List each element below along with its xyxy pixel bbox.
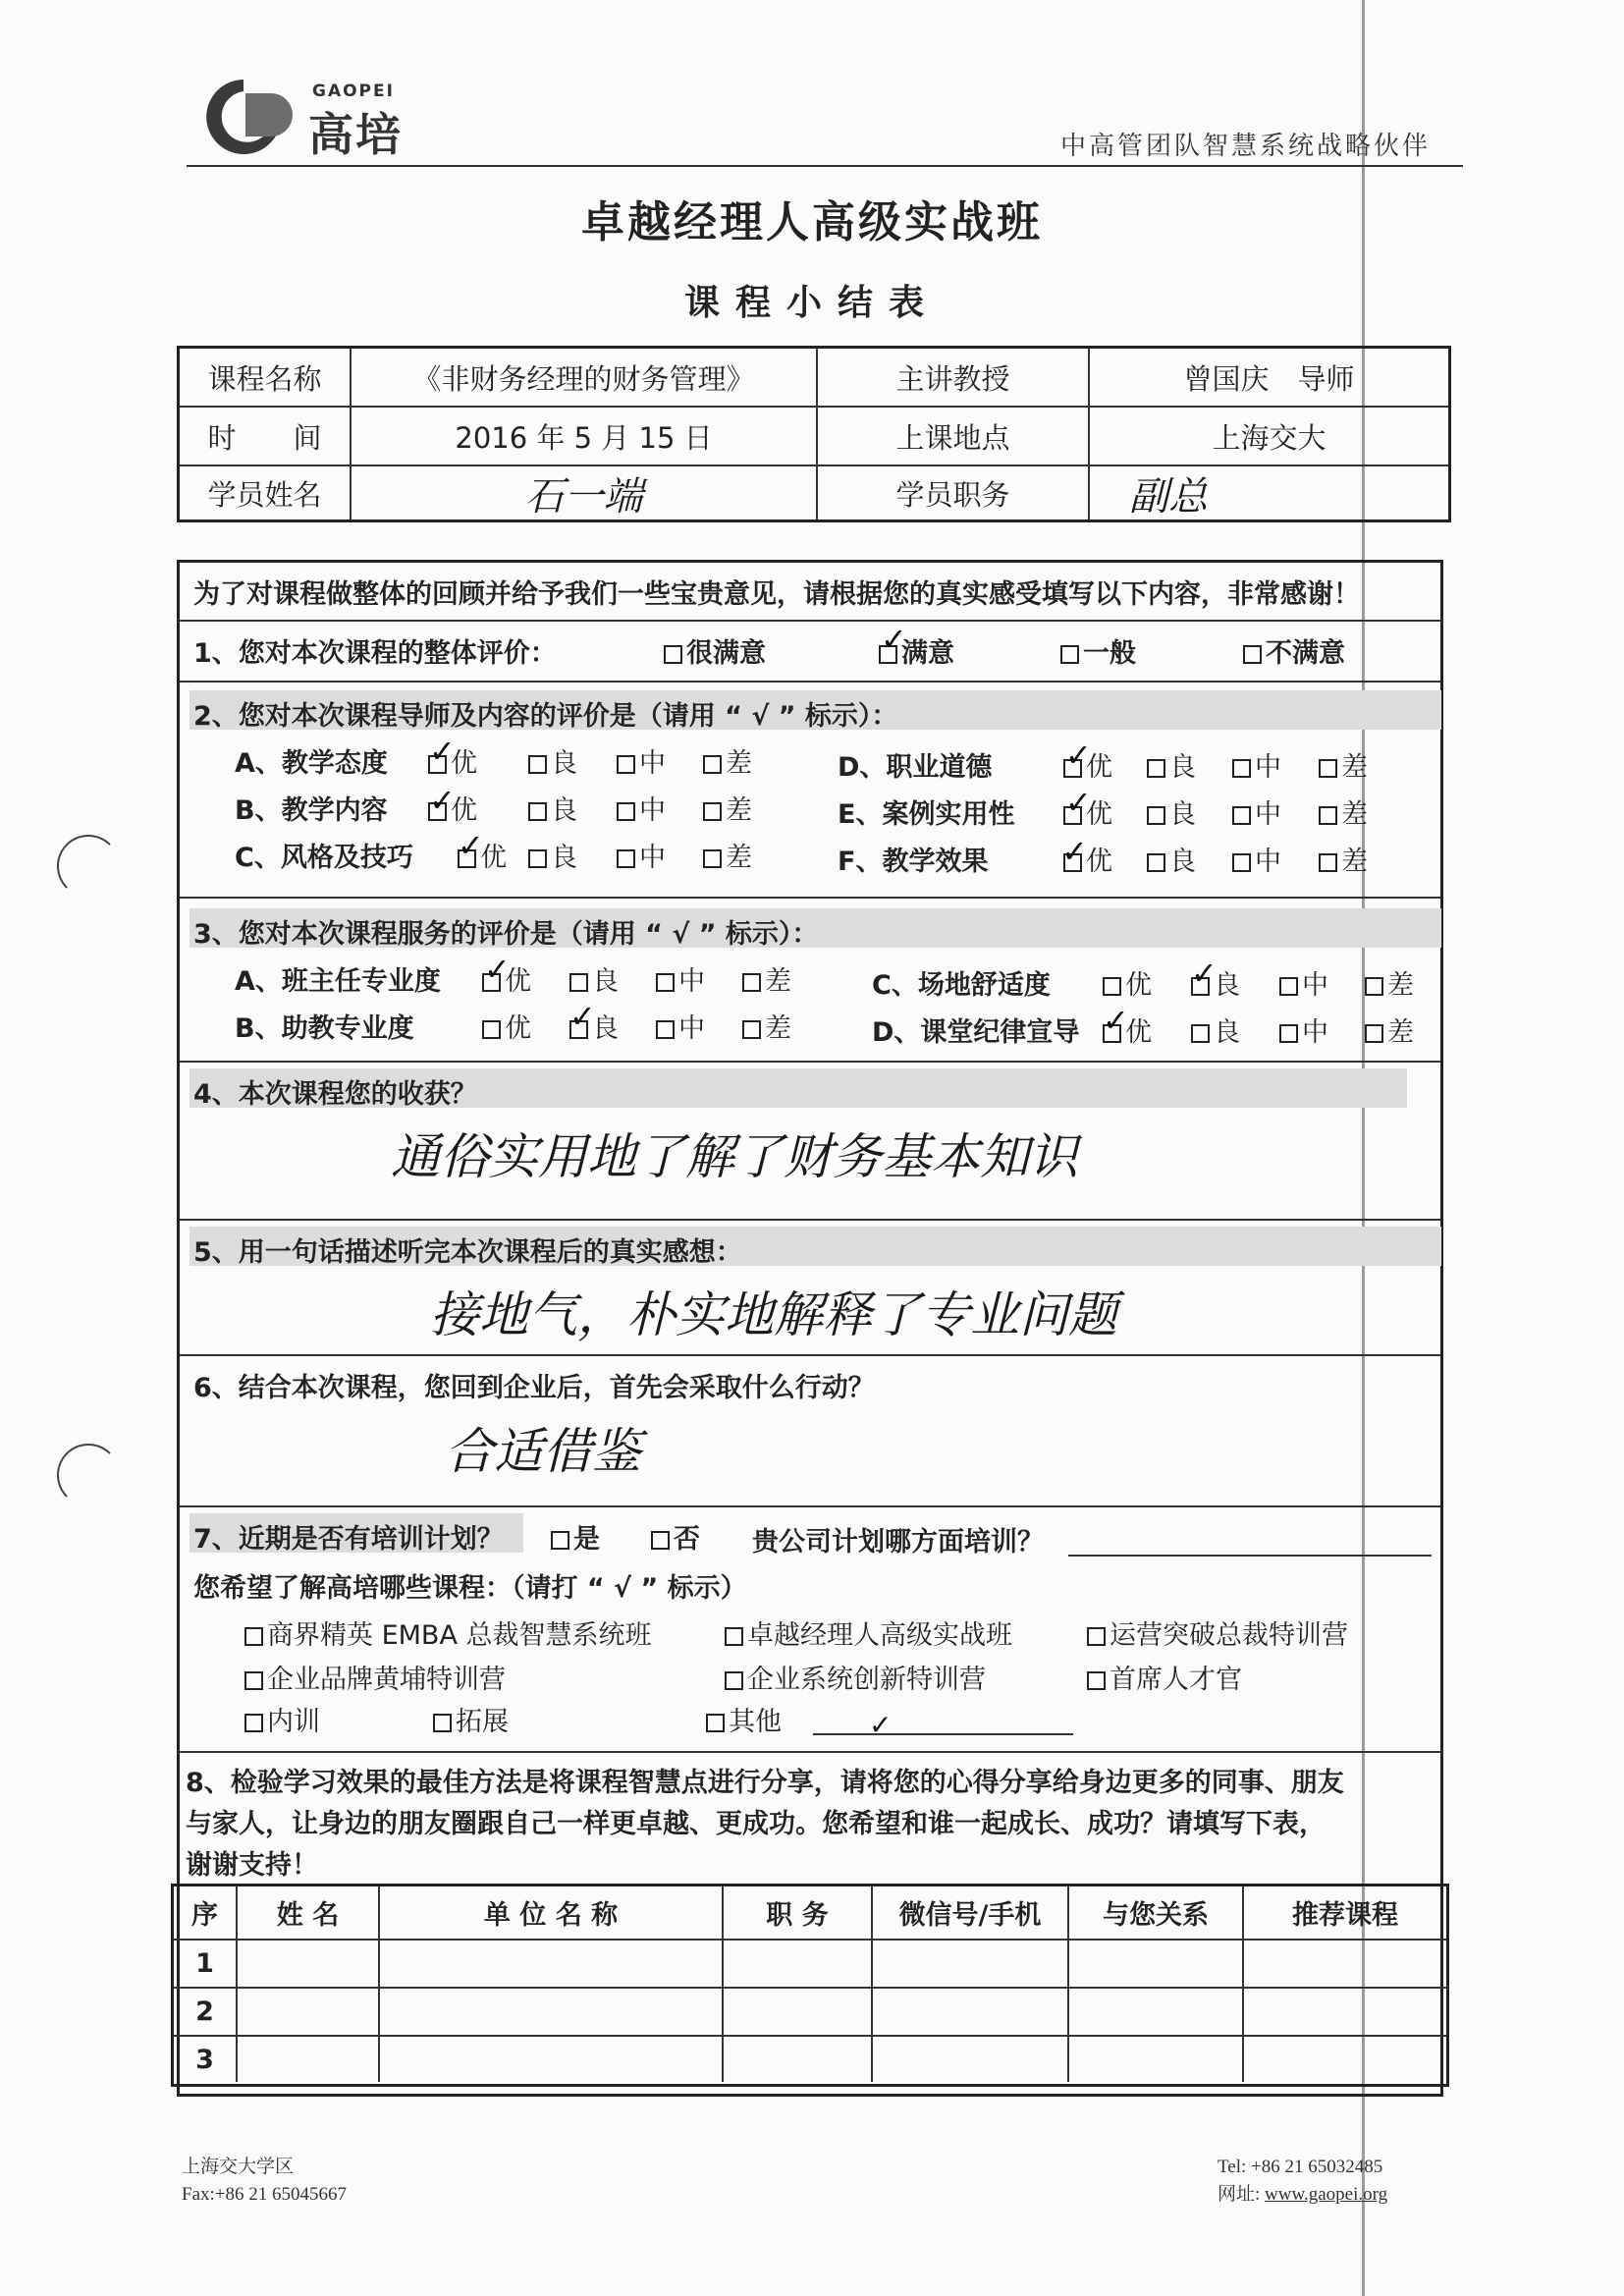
footer-web-label: 网址: — [1218, 2184, 1261, 2205]
checkmark-icon: ✓ — [1065, 784, 1092, 821]
grade-option[interactable]: 优 — [1063, 840, 1112, 878]
q6-label: 6、结合本次课程，您回到企业后，首先会采取什么行动？ — [193, 1373, 875, 1403]
checkmark-icon: ✓ — [484, 951, 511, 988]
col-header-course: 推荐课程 — [1244, 1886, 1446, 1941]
row-index: 1 — [174, 1941, 238, 1989]
grade-option[interactable]: 良 — [1191, 963, 1240, 1002]
q7-plan-input-line[interactable] — [1068, 1555, 1432, 1557]
feedback-form — [177, 560, 1443, 2097]
footer-campus: 上海交大学区 — [182, 2157, 295, 2177]
table-cell[interactable] — [724, 1941, 873, 1989]
position-field[interactable] — [1090, 466, 1448, 519]
grade-option[interactable]: 优 — [482, 959, 531, 998]
grade-option[interactable]: 良 — [569, 959, 619, 998]
grade-option[interactable]: 中 — [656, 1007, 705, 1045]
grade-option[interactable]: 差 — [1319, 793, 1368, 831]
intro-text: 为了对课程做整体的回顾并给予我们一些宝贵意见，请根据您的真实感受填写以下内容，非常感谢！ — [193, 579, 1360, 610]
course-option-emba[interactable]: 商界精英 EMBA 总裁智慧系统班 — [244, 1613, 652, 1652]
q2-item-b-label: B、教学内容 — [235, 795, 388, 826]
q3-item-a-label: A、班主任专业度 — [235, 966, 441, 997]
table-cell[interactable] — [380, 1941, 724, 1989]
q7-courses-label: 您希望了解高培哪些课程：（请打 “ √ ” 标示） — [193, 1573, 747, 1604]
q2-item-d-label: D、职业道德 — [838, 752, 993, 783]
checkmark-icon: ✓ — [429, 782, 456, 819]
course-option-other[interactable]: 其他 — [706, 1700, 782, 1738]
grade-option[interactable]: 优 — [428, 789, 477, 827]
grade-option[interactable]: 中 — [1279, 1011, 1328, 1049]
grade-option[interactable]: 良 — [528, 836, 577, 874]
q2-item-a-label: A、教学态度 — [235, 748, 388, 779]
grade-option[interactable]: 中 — [1232, 793, 1281, 831]
footer-left — [182, 2154, 347, 2209]
col-header-name: 姓 名 — [238, 1886, 380, 1941]
footer-right — [1218, 2154, 1387, 2209]
table-cell[interactable] — [380, 1989, 724, 2037]
footer-website-link[interactable]: www.gaopei.org — [1265, 2184, 1388, 2205]
table-cell[interactable] — [1069, 2037, 1244, 2082]
table-cell[interactable] — [1244, 1941, 1446, 1989]
q8-text-line2: 与家人，让身边的朋友圈跟自己一样更卓越、更成功。您希望和谁一起成长、成功？请填写下表， — [186, 1809, 1326, 1839]
position-handwriting: 副总 — [1129, 473, 1208, 519]
student-name-label: 学员姓名 — [180, 466, 352, 519]
checkmark-icon: ✓ — [458, 827, 484, 864]
q2-label: 2、您对本次课程导师及内容的评价是（请用 “ √ ” 标示）： — [193, 701, 898, 732]
table-cell[interactable] — [238, 2037, 380, 2082]
checkmark-icon: ✓ — [881, 621, 907, 658]
referral-table — [171, 1884, 1449, 2087]
course-option-operations[interactable]: 运营突破总裁特训营 — [1087, 1613, 1348, 1652]
page-subtitle: 课程小结表 — [683, 283, 940, 323]
header-divider — [187, 165, 1463, 167]
q3-label: 3、您对本次课程服务的评价是（请用 “ √ ” 标示）： — [193, 919, 819, 950]
checkbox[interactable] — [664, 645, 682, 664]
table-cell[interactable] — [873, 1989, 1069, 2037]
course-option-brand[interactable]: 企业品牌黄埔特训营 — [244, 1658, 506, 1696]
grade-option[interactable]: 差 — [703, 741, 752, 780]
course-option-manager[interactable]: 卓越经理人高级实战班 — [725, 1613, 1012, 1652]
q3-item-d-label: D、课堂纪律宣导 — [872, 1017, 1080, 1048]
q5-label: 5、用一句话描述听完本次课程后的真实感想： — [193, 1237, 742, 1268]
grade-option[interactable]: 中 — [617, 741, 666, 780]
table-cell[interactable] — [724, 2037, 873, 2082]
q2-item-e-label: E、案例实用性 — [838, 799, 1015, 830]
col-header-position: 职 务 — [724, 1886, 873, 1941]
grade-option[interactable]: 中 — [656, 959, 705, 998]
checkmark-icon: ✓ — [1103, 1002, 1129, 1039]
table-cell[interactable] — [238, 1989, 380, 2037]
table-cell[interactable] — [238, 1941, 380, 1989]
logo-en-text: GAOPEI — [312, 82, 395, 101]
student-name-field[interactable] — [352, 466, 818, 519]
q5-answer-handwriting[interactable]: 接地气，朴实地解释了专业问题 — [430, 1286, 1117, 1343]
checkmark-icon: ✓ — [429, 733, 456, 770]
q7-yes-option[interactable]: 是 — [551, 1517, 600, 1556]
table-cell[interactable] — [1244, 1989, 1446, 2037]
grade-option[interactable]: 良 — [1191, 1011, 1240, 1049]
q1-option-satisfied[interactable]: 满意 — [879, 631, 954, 670]
col-header-relation: 与您关系 — [1069, 1886, 1244, 1941]
q2-item-f-label: F、教学效果 — [838, 847, 989, 877]
logo-g-icon — [187, 76, 302, 156]
checkbox[interactable] — [1243, 645, 1262, 664]
checkmark-icon: ✓ — [869, 1709, 893, 1741]
row-index: 2 — [174, 1989, 238, 2037]
grade-option[interactable]: 中 — [1232, 745, 1281, 784]
q8-text-line1: 8、检验学习效果的最佳方法是将课程智慧点进行分享，请将您的心得分享给身边更多的同事、朋友 — [186, 1768, 1344, 1798]
position-label: 学员职务 — [818, 466, 1090, 519]
course-name-label: 课程名称 — [180, 349, 352, 408]
grade-option[interactable]: 良 — [569, 1007, 619, 1045]
checkmark-icon: ✓ — [1191, 955, 1218, 992]
grade-option[interactable]: 差 — [703, 789, 752, 827]
logo-cn-text: 高培 — [308, 108, 403, 161]
grade-option[interactable]: 中 — [1232, 840, 1281, 878]
course-info-table — [177, 346, 1451, 522]
checkbox[interactable] — [1060, 645, 1079, 664]
q1-option-average[interactable]: 一般 — [1060, 631, 1136, 670]
location-value: 上海交大 — [1090, 408, 1448, 466]
grade-option[interactable]: 优 — [1063, 793, 1112, 831]
row-index: 3 — [174, 2037, 238, 2082]
q8-text-line3: 谢谢支持！ — [186, 1850, 318, 1881]
grade-option[interactable]: 良 — [528, 741, 577, 780]
grade-option[interactable]: 中 — [617, 789, 666, 827]
grade-option[interactable]: 差 — [703, 836, 752, 874]
q7-label: 7、近期是否有培训计划？ — [193, 1524, 504, 1555]
course-option-cho[interactable]: 首席人才官 — [1087, 1658, 1242, 1696]
q2-item-c-label: C、风格及技巧 — [235, 843, 413, 873]
lecturer-label: 主讲教授 — [818, 349, 1090, 408]
grade-option[interactable]: 优 — [458, 836, 507, 874]
grade-option[interactable]: 优 — [482, 1007, 531, 1045]
q1-option-unsatisfied[interactable]: 不满意 — [1243, 631, 1345, 670]
course-option-outdoor[interactable]: 拓展 — [433, 1700, 509, 1738]
grade-option[interactable]: 优 — [1063, 745, 1112, 784]
time-value: 2016 年 5 月 15 日 — [352, 408, 818, 466]
checkmark-icon: ✓ — [1061, 833, 1088, 870]
grade-option[interactable]: 优 — [428, 741, 477, 780]
grade-option[interactable]: 中 — [617, 836, 666, 874]
grade-option[interactable]: 良 — [1147, 793, 1196, 831]
grade-option[interactable]: 差 — [742, 1007, 791, 1045]
course-option-innovation[interactable]: 企业系统创新特训营 — [725, 1658, 986, 1696]
other-input-line[interactable] — [813, 1733, 1073, 1735]
q1-label: 1、您对本次课程的整体评价： — [193, 638, 557, 669]
col-header-company: 单 位 名 称 — [380, 1886, 724, 1941]
student-name-handwriting: 石一端 — [524, 473, 643, 519]
lecturer-value: 曾国庆 导师 — [1090, 349, 1448, 408]
grade-option[interactable]: 差 — [1319, 745, 1368, 784]
tagline: 中高管团队智慧系统战略伙伴 — [1060, 132, 1432, 161]
col-header-contact: 微信号/手机 — [873, 1886, 1069, 1941]
time-label: 时 间 — [180, 408, 352, 466]
grade-option[interactable]: 差 — [1365, 963, 1414, 1002]
q4-answer-handwriting[interactable]: 通俗实用地了解了财务基本知识 — [391, 1128, 1078, 1185]
page-title: 卓越经理人高级实战班 — [581, 197, 1043, 247]
q3-item-b-label: B、助教专业度 — [235, 1013, 414, 1044]
q7-no-option[interactable]: 否 — [651, 1517, 700, 1556]
table-cell[interactable] — [873, 2037, 1069, 2082]
grade-option[interactable]: 良 — [528, 789, 577, 827]
grade-option[interactable]: 中 — [1279, 963, 1328, 1002]
q7-plan-question: 贵公司计划哪方面培训？ — [752, 1527, 1044, 1558]
grade-option[interactable]: 优 — [1103, 1011, 1152, 1049]
table-cell[interactable] — [724, 1989, 873, 2037]
course-name-value: 《非财务经理的财务管理》 — [352, 349, 818, 408]
checkmark-icon: ✓ — [569, 998, 596, 1035]
footer-fax: Fax:+86 21 65045667 — [182, 2184, 347, 2205]
q3-item-c-label: C、场地舒适度 — [872, 970, 1051, 1001]
punch-hole — [57, 835, 120, 898]
grade-option[interactable]: 差 — [742, 959, 791, 998]
table-cell[interactable] — [1069, 1989, 1244, 2037]
table-cell[interactable] — [873, 1941, 1069, 1989]
grade-option[interactable]: 良 — [1147, 745, 1196, 784]
grade-option[interactable]: 差 — [1365, 1011, 1414, 1049]
grade-option[interactable]: 优 — [1103, 963, 1152, 1002]
q4-label: 4、本次课程您的收获？ — [193, 1079, 477, 1110]
col-header-index: 序 — [174, 1886, 238, 1941]
gaopei-logo — [187, 74, 422, 162]
q1-option-very-satisfied[interactable]: 很满意 — [664, 631, 766, 670]
q6-answer-handwriting[interactable]: 合适借鉴 — [445, 1423, 641, 1480]
table-cell[interactable] — [380, 2037, 724, 2082]
table-cell[interactable] — [1069, 1941, 1244, 1989]
footer-tel: Tel: +86 21 65032485 — [1218, 2157, 1383, 2177]
grade-option[interactable]: 差 — [1319, 840, 1368, 878]
punch-hole — [57, 1444, 120, 1506]
checkmark-icon: ✓ — [1065, 737, 1092, 774]
table-cell[interactable] — [1244, 2037, 1446, 2082]
location-label: 上课地点 — [818, 408, 1090, 466]
course-option-inhouse[interactable]: 内训 — [244, 1700, 320, 1738]
grade-option[interactable]: 良 — [1147, 840, 1196, 878]
